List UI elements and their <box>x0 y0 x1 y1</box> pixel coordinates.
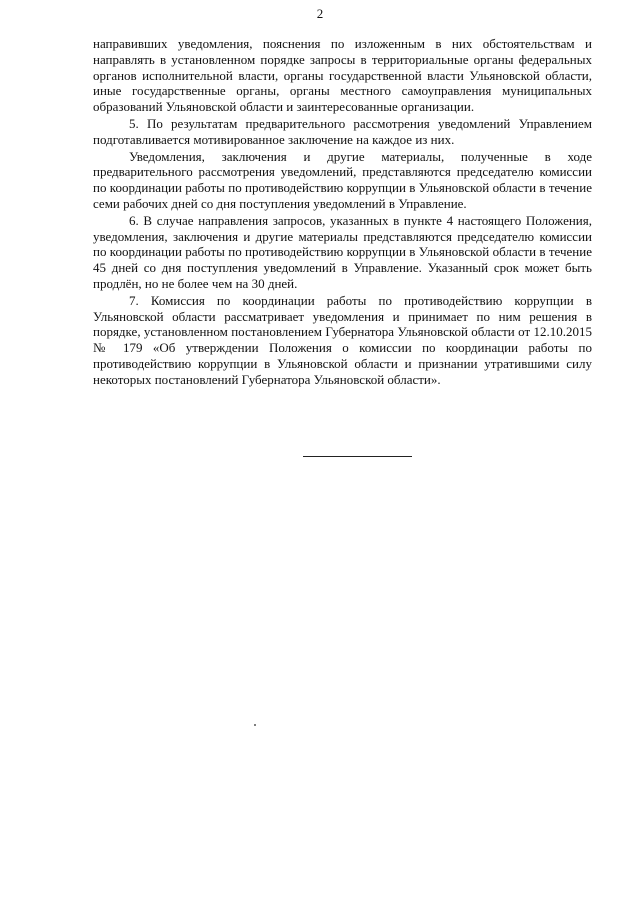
paragraph-item-7: 7. Комиссия по координации работы по противодействию коррупции в Ульяновской области рассматривает уведомления и принимает по ним решения в порядке, установленном постановлением Губернатора Ульяновской области от 12.10.2015 № 179 «Об утверждении Положения о комиссии по координации работы по противодействию коррупции в Ульяновской области и признании утратившими силу некоторых постановлений Губернатора Ульяновской области». <box>93 292 592 387</box>
paragraph-continuation: направивших уведомления, пояснения по изложенным в них обстоятельствам и направлять в установленном порядке запросы в территориальные органы федеральных органов исполнительной власти, органы государственной власти Ульяновской области, иные государственные органы, органы местного самоуправления муниципальных образований Ульяновской области и заинтересованные организации. <box>93 36 592 115</box>
paragraph-item-6: 6. В случае направления запросов, указанных в пункте 4 настоящего Положения, уведомления, заключения и другие материалы представляются председателю комиссии по координации работы по противодействию коррупции в Ульяновской области в течение 45 дней со дня поступления уведомлений в Управление. Указанный срок может быть продлён, но не более чем на 30 дней. <box>93 212 592 291</box>
page-number: 2 <box>316 6 324 21</box>
paragraph-notifications-materials: Уведомления, заключения и другие материалы, полученные в ходе предварительного рассмотрения уведомлений, представляются председателю комиссии по координации работы по противодействию коррупции в Ульяновской области в течение семи рабочих дней со дня поступления уведомлений в Управление. <box>93 148 592 211</box>
document-body <box>93 36 592 389</box>
end-divider-line <box>303 456 412 457</box>
paragraph-item-5: 5. По результатам предварительного рассмотрения уведомлений Управлением подготавливается мотивированное заключение на каждое из них. <box>93 115 592 147</box>
scan-dot <box>254 724 256 726</box>
